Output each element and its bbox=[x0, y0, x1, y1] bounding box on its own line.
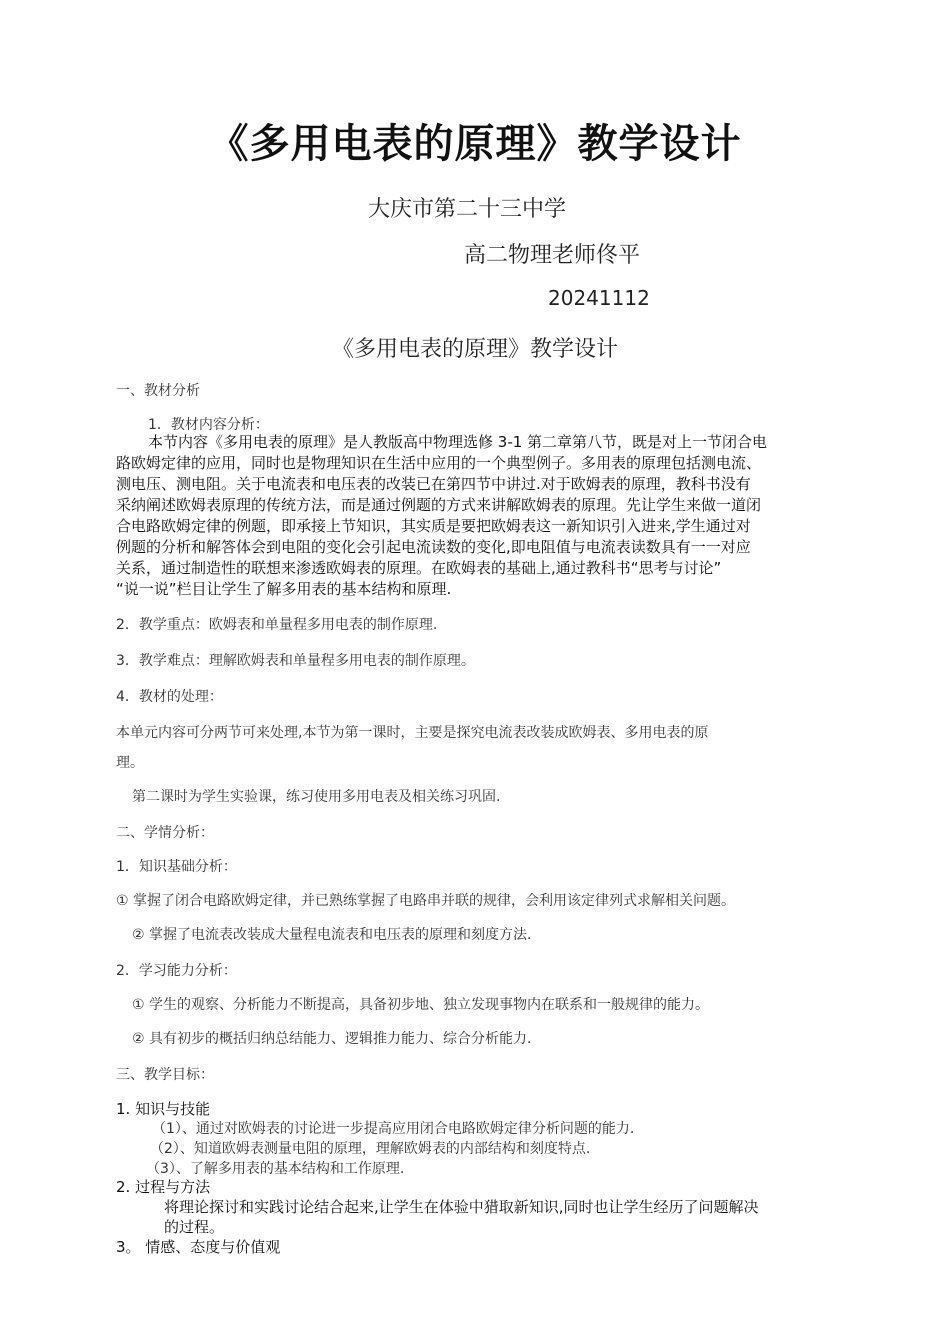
knowledge-basis-point: ① 掌握了闭合电路欧姆定律，并已熟练掌握了电路串并联的规律，会利用该定律列式求解相关问题。 bbox=[116, 893, 735, 909]
second-lesson-note: 第二课时为学生实验课，练习使用多用电表及相关练习巩固. bbox=[132, 789, 501, 805]
material-handling-heading: 4．教材的处理： bbox=[116, 689, 223, 705]
goal-1-item: （1）、通过对欧姆表的讨论进一步提高应用闭合电路欧姆定律分析问题的能力. bbox=[152, 1121, 635, 1137]
school-name: 大庆市第二十三中学 bbox=[368, 197, 567, 222]
learning-ability-heading: 2．学习能力分析： bbox=[116, 963, 237, 979]
goal-2-text: 的过程。 bbox=[164, 1218, 225, 1236]
goal-1-item: （3）、了解多用表的基本结构和工作原理. bbox=[146, 1161, 405, 1177]
paragraph-line: 关系，通过制造性的联想来渗透欧姆表的原理。在欧姆表的基础上,通过教科书“思考与讨论” bbox=[116, 559, 722, 577]
goal-2-text: 将理论探讨和实践讨论结合起来,让学生在体验中猎取新知识,同时也让学生经历了问题解决 bbox=[164, 1198, 759, 1216]
section-1-item-1-heading: 1．教材内容分析： bbox=[148, 417, 269, 433]
paragraph-line: 本节内容《多用电表的原理》是人教版高中物理选修 3-1 第二章第八节，既是对上一节闭合电 bbox=[148, 433, 768, 451]
section-2-heading: 二、学情分析： bbox=[116, 825, 214, 841]
section-3-heading: 三、教学目标： bbox=[116, 1067, 214, 1083]
material-handling-line: 理。 bbox=[116, 755, 144, 771]
paragraph-line: 采纳阐述欧姆表原理的传统方法，而是通过例题的方式来讲解欧姆表的原理。先让学生来做一道闭 bbox=[116, 496, 762, 514]
goal-1-item: （2）、知道欧姆表测量电阻的原理，理解欧姆表的内部结构和刻度特点. bbox=[150, 1141, 591, 1157]
sub-title: 《多用电表的原理》教学设计 bbox=[331, 337, 618, 362]
content-analysis-paragraph bbox=[116, 432, 846, 600]
goal-2-heading: 2. 过程与方法 bbox=[116, 1178, 211, 1196]
knowledge-basis-point: ② 掌握了电流表改装成大量程电流表和电压表的原理和刻度方法. bbox=[132, 927, 532, 943]
paragraph-line: 合电路欧姆定律的例题，即承接上节知识，其实质是要把欧姆表这一新知识引入进来,学生通过对 bbox=[116, 517, 751, 535]
goal-3-heading: 3。 情感、态度与价值观 bbox=[116, 1238, 281, 1256]
learning-ability-point: ② 具有初步的概括归纳总结能力、逻辑推力能力、综合分析能力. bbox=[132, 1031, 532, 1047]
learning-ability-point: ① 学生的观察、分析能力不断提高，具备初步地、独立发现事物内在联系和一般规律的能力。 bbox=[132, 997, 709, 1013]
material-handling-line: 本单元内容可分两节可来处理,本节为第一课时，主要是探究电流表改装成欧姆表、多用电表的原 bbox=[116, 725, 709, 741]
teaching-focus: 2．教学重点：欧姆表和单量程多用电表的制作原理. bbox=[116, 617, 438, 633]
paragraph-line: 路欧姆定律的应用，同时也是物理知识在生活中应用的一个典型例子。多用表的原理包括测电流、 bbox=[116, 454, 762, 472]
teaching-difficulty: 3．教学难点：理解欧姆表和单量程多用电表的制作原理。 bbox=[116, 653, 475, 669]
knowledge-basis-heading: 1．知识基础分析： bbox=[116, 859, 237, 875]
paragraph-line: 例题的分析和解答体会到电阻的变化会引起电流读数的变化,即电阻值与电流表读数具有一一对应 bbox=[116, 538, 751, 556]
paragraph-line: “说一说”栏目让学生了解多用表的基本结构和原理. bbox=[116, 580, 452, 598]
teacher-name: 高二物理老师佟平 bbox=[464, 243, 641, 268]
paragraph-line: 测电压、测电阻。关于电流表和电压表的改装已在第四节中讲过.对于欧姆表的原理，教科书没有 bbox=[116, 475, 751, 493]
goal-1-heading: 1. 知识与技能 bbox=[116, 1100, 211, 1118]
main-title: 《多用电表的原理》教学设计 bbox=[208, 121, 742, 167]
document-date: 20241112 bbox=[548, 286, 650, 310]
section-1-heading: 一、教材分析 bbox=[116, 383, 200, 399]
